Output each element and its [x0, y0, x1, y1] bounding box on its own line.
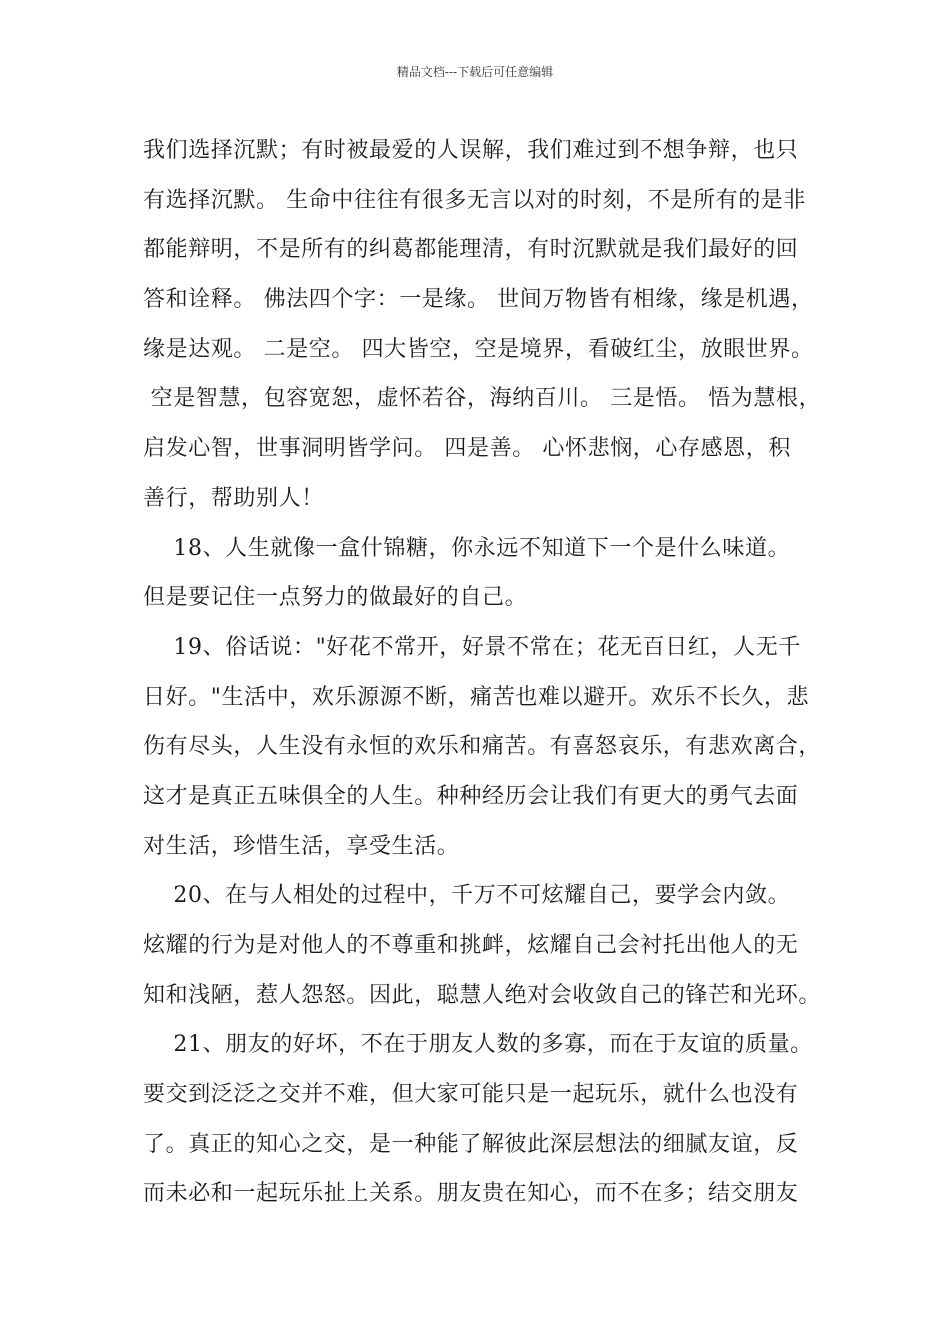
text-line: 启发心智，世事洞明皆学问。 四是善。 心怀悲悯，心存感恩，积	[143, 436, 791, 462]
text-line: 空是智慧，包容宽恕，虚怀若谷，海纳百川。 三是悟。 悟为慧根，	[143, 386, 822, 412]
text-line: 20、在与人相处的过程中，千万不可炫耀自己，要学会内敛。	[143, 883, 791, 909]
document-body	[143, 126, 828, 1219]
text-line: 我们选择沉默；有时被最爱的人误解，我们难过到不想争辩，也只	[143, 138, 799, 163]
text-line: 了。真正的知心之交，是一种能了解彼此深层想法的细腻友谊，反	[143, 1131, 799, 1157]
text-line: 有选择沉默。 生命中往往有很多无言以对的时刻，不是所有的是非	[143, 187, 806, 213]
text-line: 知和浅陋，惹人怨怒。因此，聪慧人绝对会收敛自己的锋芒和光环。	[143, 982, 822, 1008]
text-line: 要交到泛泛之交并不难，但大家可能只是一起玩乐，就什么也没有	[143, 1082, 799, 1108]
page-header: 精品文档---下载后可任意编辑	[396, 65, 554, 79]
text-line: 日好。"生活中，欢乐源源不断，痛苦也难以避开。欢乐不长久，悲	[143, 684, 810, 710]
text-line: 伤有尽头，人生没有永恒的欢乐和痛苦。有喜怒哀乐，有悲欢离合，	[143, 734, 822, 760]
text-line: 都能辩明，不是所有的纠葛都能理清，有时沉默就是我们最好的回	[143, 237, 799, 263]
text-line: 18、人生就像一盒什锦糖，你永远不知道下一个是什么味道。	[143, 535, 791, 561]
text-line: 善行，帮助别人！	[143, 485, 324, 511]
text-line: 这才是真正五味俱全的人生。种种经历会让我们有更大的勇气去面	[143, 783, 799, 809]
text-line: 21、朋友的好坏，不在于朋友人数的多寡，而在于友谊的质量。	[143, 1032, 813, 1058]
text-line: 19、俗话说："好花不常开，好景不常在；花无百日红，人无千	[143, 634, 801, 660]
text-line: 但是要记住一点努力的做最好的自己。	[143, 585, 528, 611]
text-line: 缘是达观。 二是空。 四大皆空，空是境界，看破红尘，放眼世界。	[143, 336, 814, 362]
text-line: 对生活，珍惜生活，享受生活。	[143, 833, 460, 859]
text-line: 答和诠释。 佛法四个字：一是缘。 世间万物皆有相缘，缘是机遇，	[143, 287, 814, 313]
text-line: 炫耀的行为是对他人的不尊重和挑衅，炫耀自己会衬托出他人的无	[143, 933, 799, 958]
text-line: 而未必和一起玩乐扯上关系。朋友贵在知心，而不在多；结交朋友	[143, 1181, 799, 1207]
